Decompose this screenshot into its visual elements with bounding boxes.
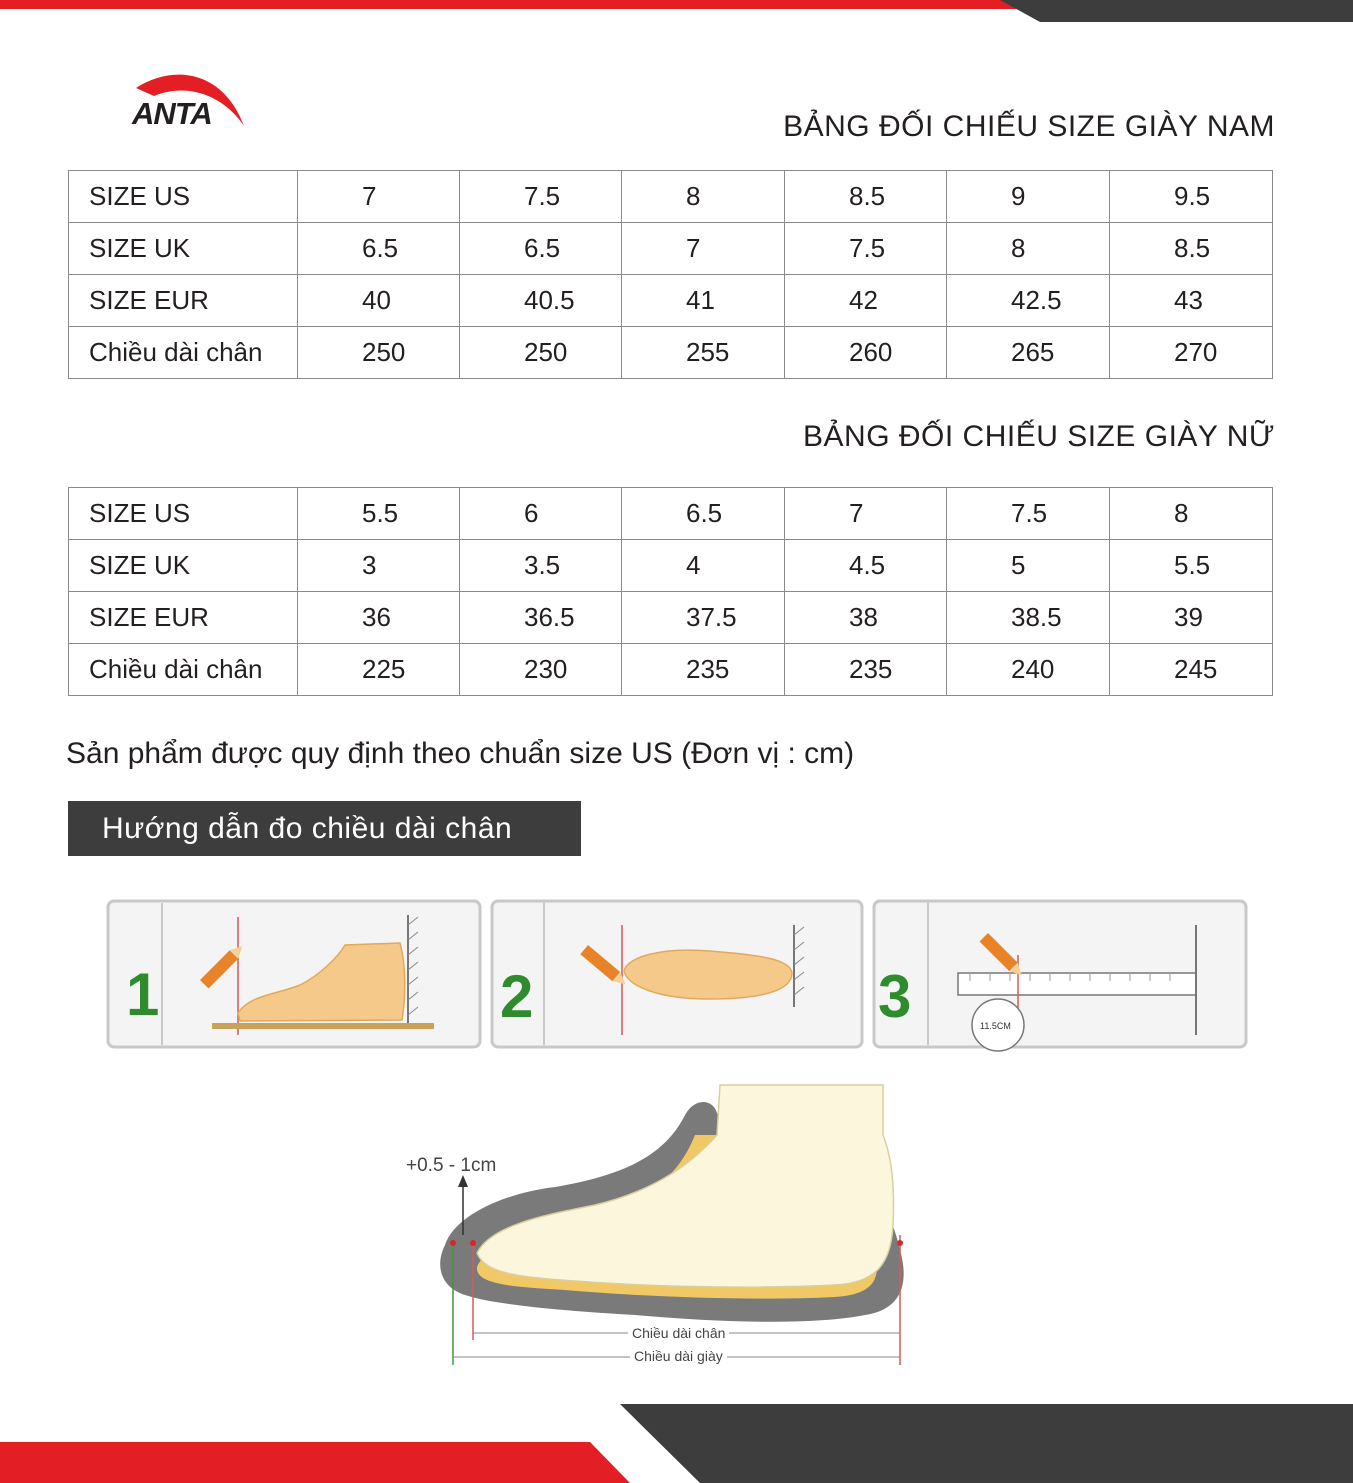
table-cell: 270 — [1110, 327, 1273, 379]
table-cell: 8 — [947, 223, 1110, 275]
table-cell: 8.5 — [1110, 223, 1273, 275]
table-cell: 7 — [622, 223, 785, 275]
table-cell: 230 — [460, 644, 622, 696]
table-cell: 7.5 — [785, 223, 947, 275]
table-cell: 6.5 — [622, 488, 785, 540]
row-label: SIZE US — [69, 171, 298, 223]
step-2-panel — [492, 901, 862, 1047]
table-row — [69, 171, 1273, 223]
table-row — [69, 488, 1273, 540]
row-label: SIZE EUR — [69, 592, 298, 644]
table-cell: 40.5 — [460, 275, 622, 327]
table-cell: 225 — [298, 644, 460, 696]
table-cell: 3.5 — [460, 540, 622, 592]
step-1-panel — [108, 901, 480, 1047]
table-cell: 8.5 — [785, 171, 947, 223]
table-cell: 42 — [785, 275, 947, 327]
women-table-title: BẢNG ĐỐI CHIẾU SIZE GIÀY NỮ — [803, 420, 1275, 453]
table-cell: 6 — [460, 488, 622, 540]
table-cell: 43 — [1110, 275, 1273, 327]
table-cell: 42.5 — [947, 275, 1110, 327]
men-table-title: BẢNG ĐỐI CHIẾU SIZE GIÀY NAM — [783, 110, 1275, 143]
table-cell: 37.5 — [622, 592, 785, 644]
step-number: 3 — [878, 963, 912, 1030]
step-3-panel — [874, 901, 1246, 1051]
table-cell: 5.5 — [298, 488, 460, 540]
table-cell: 41 — [622, 275, 785, 327]
table-cell: 36.5 — [460, 592, 622, 644]
row-label: SIZE UK — [69, 223, 298, 275]
table-cell: 4 — [622, 540, 785, 592]
table-cell: 40 — [298, 275, 460, 327]
logo-text: ANTA — [132, 96, 212, 131]
measure-steps-illustration — [100, 895, 1255, 1060]
table-cell: 8 — [622, 171, 785, 223]
table-cell: 5 — [947, 540, 1110, 592]
table-cell: 7 — [298, 171, 460, 223]
women-size-table — [68, 487, 1273, 696]
table-cell: 36 — [298, 592, 460, 644]
table-cell: 235 — [622, 644, 785, 696]
table-cell: 255 — [622, 327, 785, 379]
table-cell: 250 — [460, 327, 622, 379]
measure-label: 11.5CM — [980, 1021, 1011, 1031]
table-cell: 5.5 — [1110, 540, 1273, 592]
table-row — [69, 592, 1273, 644]
measure-guide-title: Hướng dẫn đo chiều dài chân — [68, 801, 581, 856]
table-cell: 7.5 — [460, 171, 622, 223]
row-label: Chiều dài chân — [69, 327, 298, 379]
row-label: SIZE US — [69, 488, 298, 540]
table-cell: 6.5 — [298, 223, 460, 275]
table-row — [69, 223, 1273, 275]
table-cell: 3 — [298, 540, 460, 592]
table-cell: 240 — [947, 644, 1110, 696]
ruler-icon — [958, 973, 1196, 995]
table-cell: 4.5 — [785, 540, 947, 592]
men-size-table — [68, 170, 1273, 379]
table-cell: 235 — [785, 644, 947, 696]
table-cell: 7 — [785, 488, 947, 540]
size-standard-note: Sản phẩm được quy định theo chuẩn size US (Đơn vị : cm) — [66, 737, 855, 770]
table-cell: 7.5 — [947, 488, 1110, 540]
foot-length-label: Chiều dài chân — [628, 1325, 729, 1341]
table-cell: 265 — [947, 327, 1110, 379]
table-row — [69, 644, 1273, 696]
table-row — [69, 327, 1273, 379]
table-cell: 38.5 — [947, 592, 1110, 644]
allowance-label: +0.5 - 1cm — [406, 1155, 497, 1176]
row-label: SIZE EUR — [69, 275, 298, 327]
anta-logo — [128, 66, 253, 136]
table-row — [69, 540, 1273, 592]
table-cell: 8 — [1110, 488, 1273, 540]
row-label: Chiều dài chân — [69, 644, 298, 696]
top-bar — [0, 0, 1353, 24]
table-row — [69, 275, 1273, 327]
shoe-length-label: Chiều dài giày — [630, 1348, 727, 1364]
table-cell: 39 — [1110, 592, 1273, 644]
table-cell: 250 — [298, 327, 460, 379]
table-cell: 9 — [947, 171, 1110, 223]
step-number: 1 — [126, 961, 160, 1028]
table-cell: 6.5 — [460, 223, 622, 275]
table-cell: 245 — [1110, 644, 1273, 696]
step-number: 2 — [500, 963, 534, 1030]
table-cell: 260 — [785, 327, 947, 379]
row-label: SIZE UK — [69, 540, 298, 592]
bottom-bar — [0, 1400, 1353, 1483]
table-cell: 9.5 — [1110, 171, 1273, 223]
table-cell: 38 — [785, 592, 947, 644]
